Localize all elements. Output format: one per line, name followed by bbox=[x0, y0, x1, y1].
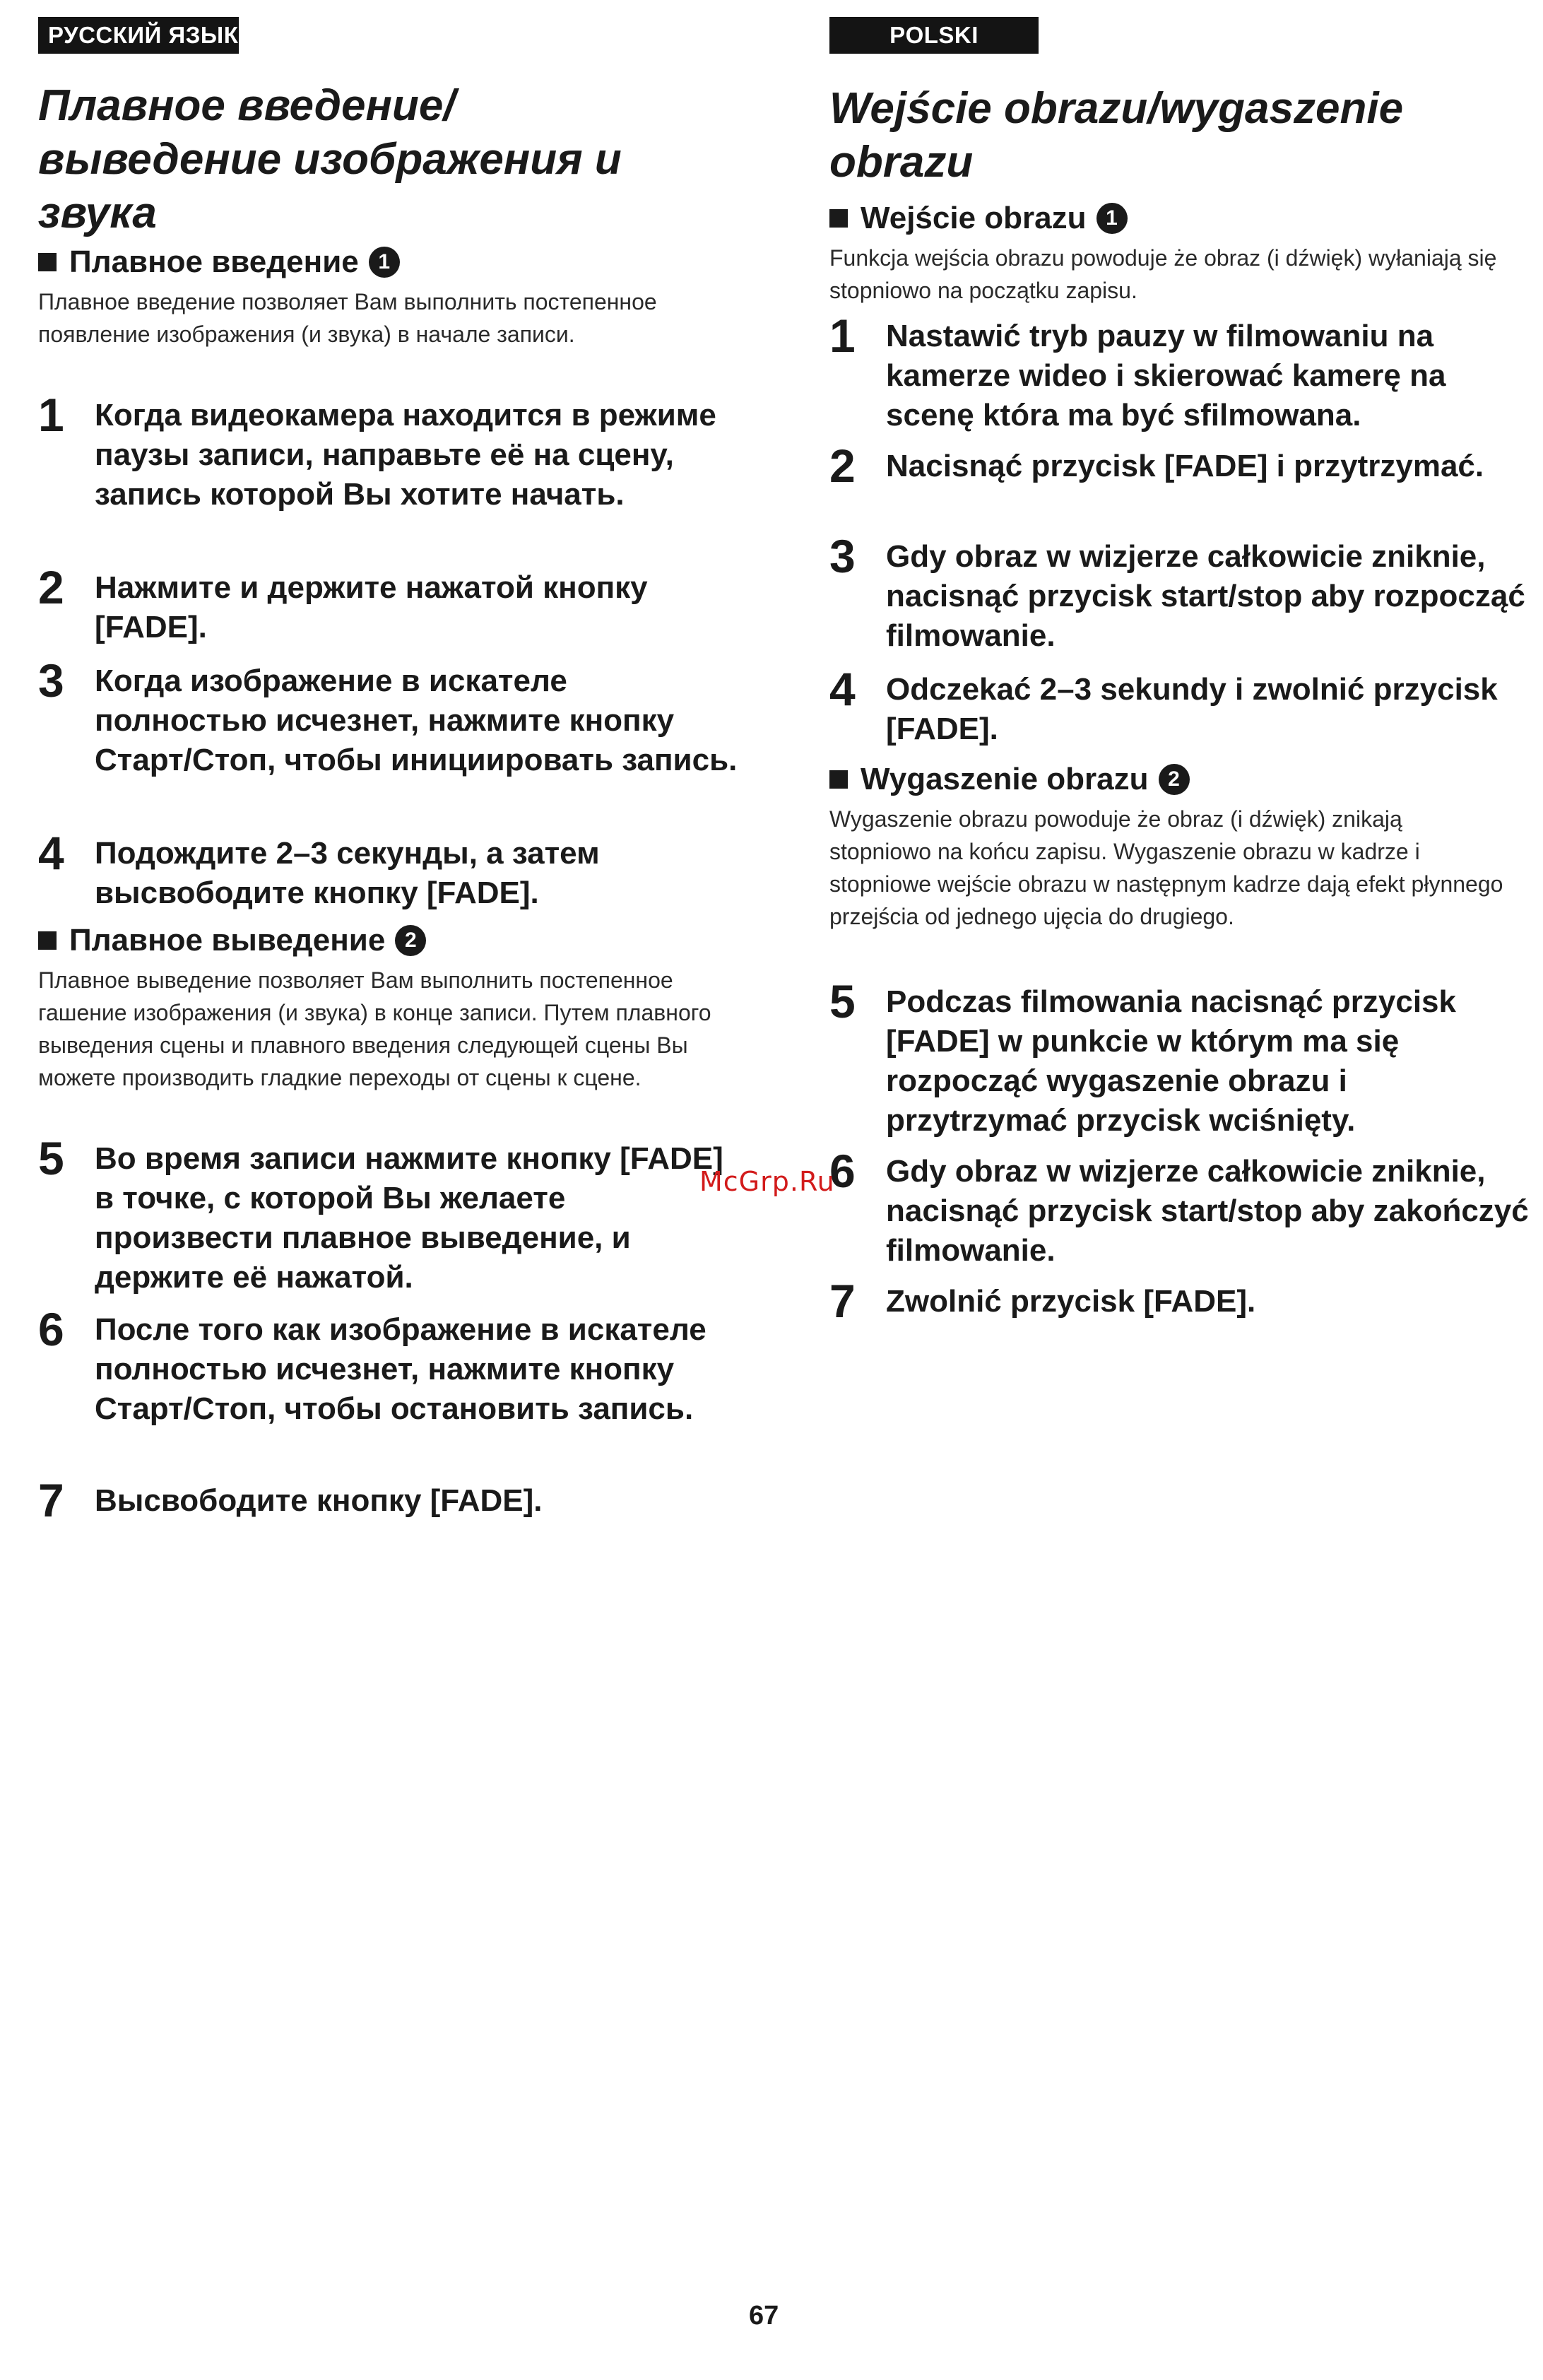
fade-in-heading-text: Wejście obrazu bbox=[861, 201, 1087, 235]
circled-number-marker: 2 bbox=[1159, 764, 1190, 795]
step-item bbox=[829, 975, 1536, 1141]
step-item bbox=[829, 663, 1536, 749]
step-text: Nacisnąć przycisk [FADE] i przytrzymać. bbox=[886, 449, 1484, 483]
step-number: 6 bbox=[38, 1303, 64, 1355]
page-number: 67 bbox=[749, 2301, 779, 2331]
step-item bbox=[829, 440, 1536, 492]
step-text: Nastawić tryb pauzy w filmowaniu na kamerze wideo i skierować kamerę na scenę która ma być sfilmowana. bbox=[886, 319, 1446, 432]
circled-number-marker: 1 bbox=[369, 247, 400, 278]
step-text: Когда видеокамера находится в режиме паузы записи, направьте её на сцену, запись которой Вы хотите начать. bbox=[95, 398, 716, 512]
step-text: Подождите 2–3 секунды, а затем высвободите кнопку [FADE]. bbox=[95, 836, 600, 910]
step-item bbox=[829, 1145, 1536, 1271]
step-item bbox=[38, 561, 745, 647]
circled-number-marker: 2 bbox=[395, 925, 426, 956]
step-number: 5 bbox=[829, 975, 856, 1027]
step-text: Odczekać 2–3 sekundy i zwolnić przycisk [FADE]. bbox=[886, 672, 1498, 746]
language-label: РУССКИЙ ЯЗЫК bbox=[38, 17, 239, 54]
step-number: 4 bbox=[829, 663, 856, 715]
page-title: Wejście obrazu/wygaszenie obrazu bbox=[829, 84, 1404, 187]
step-number: 1 bbox=[829, 310, 856, 362]
step-number: 2 bbox=[829, 440, 856, 492]
step-number: 6 bbox=[829, 1145, 856, 1197]
step-item bbox=[38, 654, 745, 780]
step-number: 1 bbox=[38, 389, 64, 441]
step-item bbox=[38, 1132, 745, 1297]
step-number: 3 bbox=[38, 654, 64, 707]
step-text: Во время записи нажмите кнопку [FADE] в точке, с которой Вы желаете произвести плавное выведение, и держите её нажатой. bbox=[95, 1141, 723, 1295]
fade-out-heading-text: Плавное выведение bbox=[69, 923, 386, 958]
step-number: 3 bbox=[829, 530, 856, 582]
step-text: Podczas filmowania nacisnąć przycisk [FADE] w punkcie w którym ma się rozpocząć wygaszenie obrazu i przytrzymać przycisk wciśnięty. bbox=[886, 984, 1456, 1138]
square-bullet-icon bbox=[38, 931, 57, 950]
step-text: Gdy obraz w wizjerze całkowicie zniknie, nacisnąć przycisk start/stop aby rozpocząć filmowanie. bbox=[886, 539, 1525, 653]
fade-out-description: Wygaszenie obrazu powoduje że obraz (i dźwięk) znikają stopniowo na końcu zapisu. Wygaszenie obrazu w kadrze i stopniowe wejście obrazu w następnym kadrze dają efekt płynnego przejścia od jednego ujęcia do drugiego. bbox=[829, 806, 1503, 929]
page-title: Плавное введение/ выведение изображения и звука bbox=[38, 81, 622, 237]
square-bullet-icon bbox=[829, 770, 848, 789]
step-text: Нажмите и держите нажатой кнопку [FADE]. bbox=[95, 570, 648, 644]
step-number: 2 bbox=[38, 561, 64, 613]
step-number: 4 bbox=[38, 827, 64, 879]
fade-in-heading bbox=[829, 199, 1128, 237]
square-bullet-icon bbox=[38, 253, 57, 271]
step-text: Когда изображение в искателе полностью исчезнет, нажмите кнопку Старт/Стоп, чтобы инициировать запись. bbox=[95, 664, 738, 777]
language-label: POLSKI bbox=[829, 17, 1039, 54]
step-item bbox=[38, 1474, 745, 1526]
step-number: 7 bbox=[829, 1275, 856, 1327]
step-number: 7 bbox=[38, 1474, 64, 1526]
square-bullet-icon bbox=[829, 209, 848, 228]
circled-number-marker: 1 bbox=[1096, 203, 1128, 234]
step-item bbox=[829, 1275, 1536, 1327]
fade-out-heading bbox=[38, 921, 426, 960]
fade-in-description: Funkcja wejścia obrazu powoduje że obraz (i dźwięk) wyłaniają się stopniowo na początku zapisu. bbox=[829, 245, 1497, 303]
step-item bbox=[38, 827, 745, 913]
fade-in-heading-text: Плавное введение bbox=[69, 245, 359, 279]
site-watermark: McGrp.Ru bbox=[699, 1166, 835, 1197]
step-text: Zwolnić przycisk [FADE]. bbox=[886, 1284, 1256, 1319]
step-text: Gdy obraz w wizjerze całkowicie zniknie, nacisnąć przycisk start/stop aby zakończyć filmowanie. bbox=[886, 1154, 1529, 1268]
step-text: После того как изображение в искателе полностью исчезнет, нажмите кнопку Старт/Стоп, чтобы остановить запись. bbox=[95, 1312, 707, 1426]
fade-out-heading bbox=[829, 760, 1190, 799]
step-number: 5 bbox=[38, 1132, 64, 1184]
fade-in-description: Плавное введение позволяет Вам выполнить постепенное появление изображения (и звука) в начале записи. bbox=[38, 289, 657, 347]
step-item bbox=[829, 530, 1536, 656]
step-item bbox=[38, 1303, 745, 1429]
step-item bbox=[829, 310, 1536, 435]
fade-out-description: Плавное выведение позволяет Вам выполнить постепенное гашение изображения (и звука) в конце записи. Путем плавного выведения сцены и плавного введения следующей сцены Вы можете производить гладкие переходы от сцены к сцене. bbox=[38, 967, 711, 1090]
fade-in-heading bbox=[38, 243, 400, 281]
step-text: Высвободите кнопку [FADE]. bbox=[95, 1483, 543, 1518]
step-item bbox=[38, 389, 745, 514]
fade-out-heading-text: Wygaszenie obrazu bbox=[861, 762, 1149, 796]
